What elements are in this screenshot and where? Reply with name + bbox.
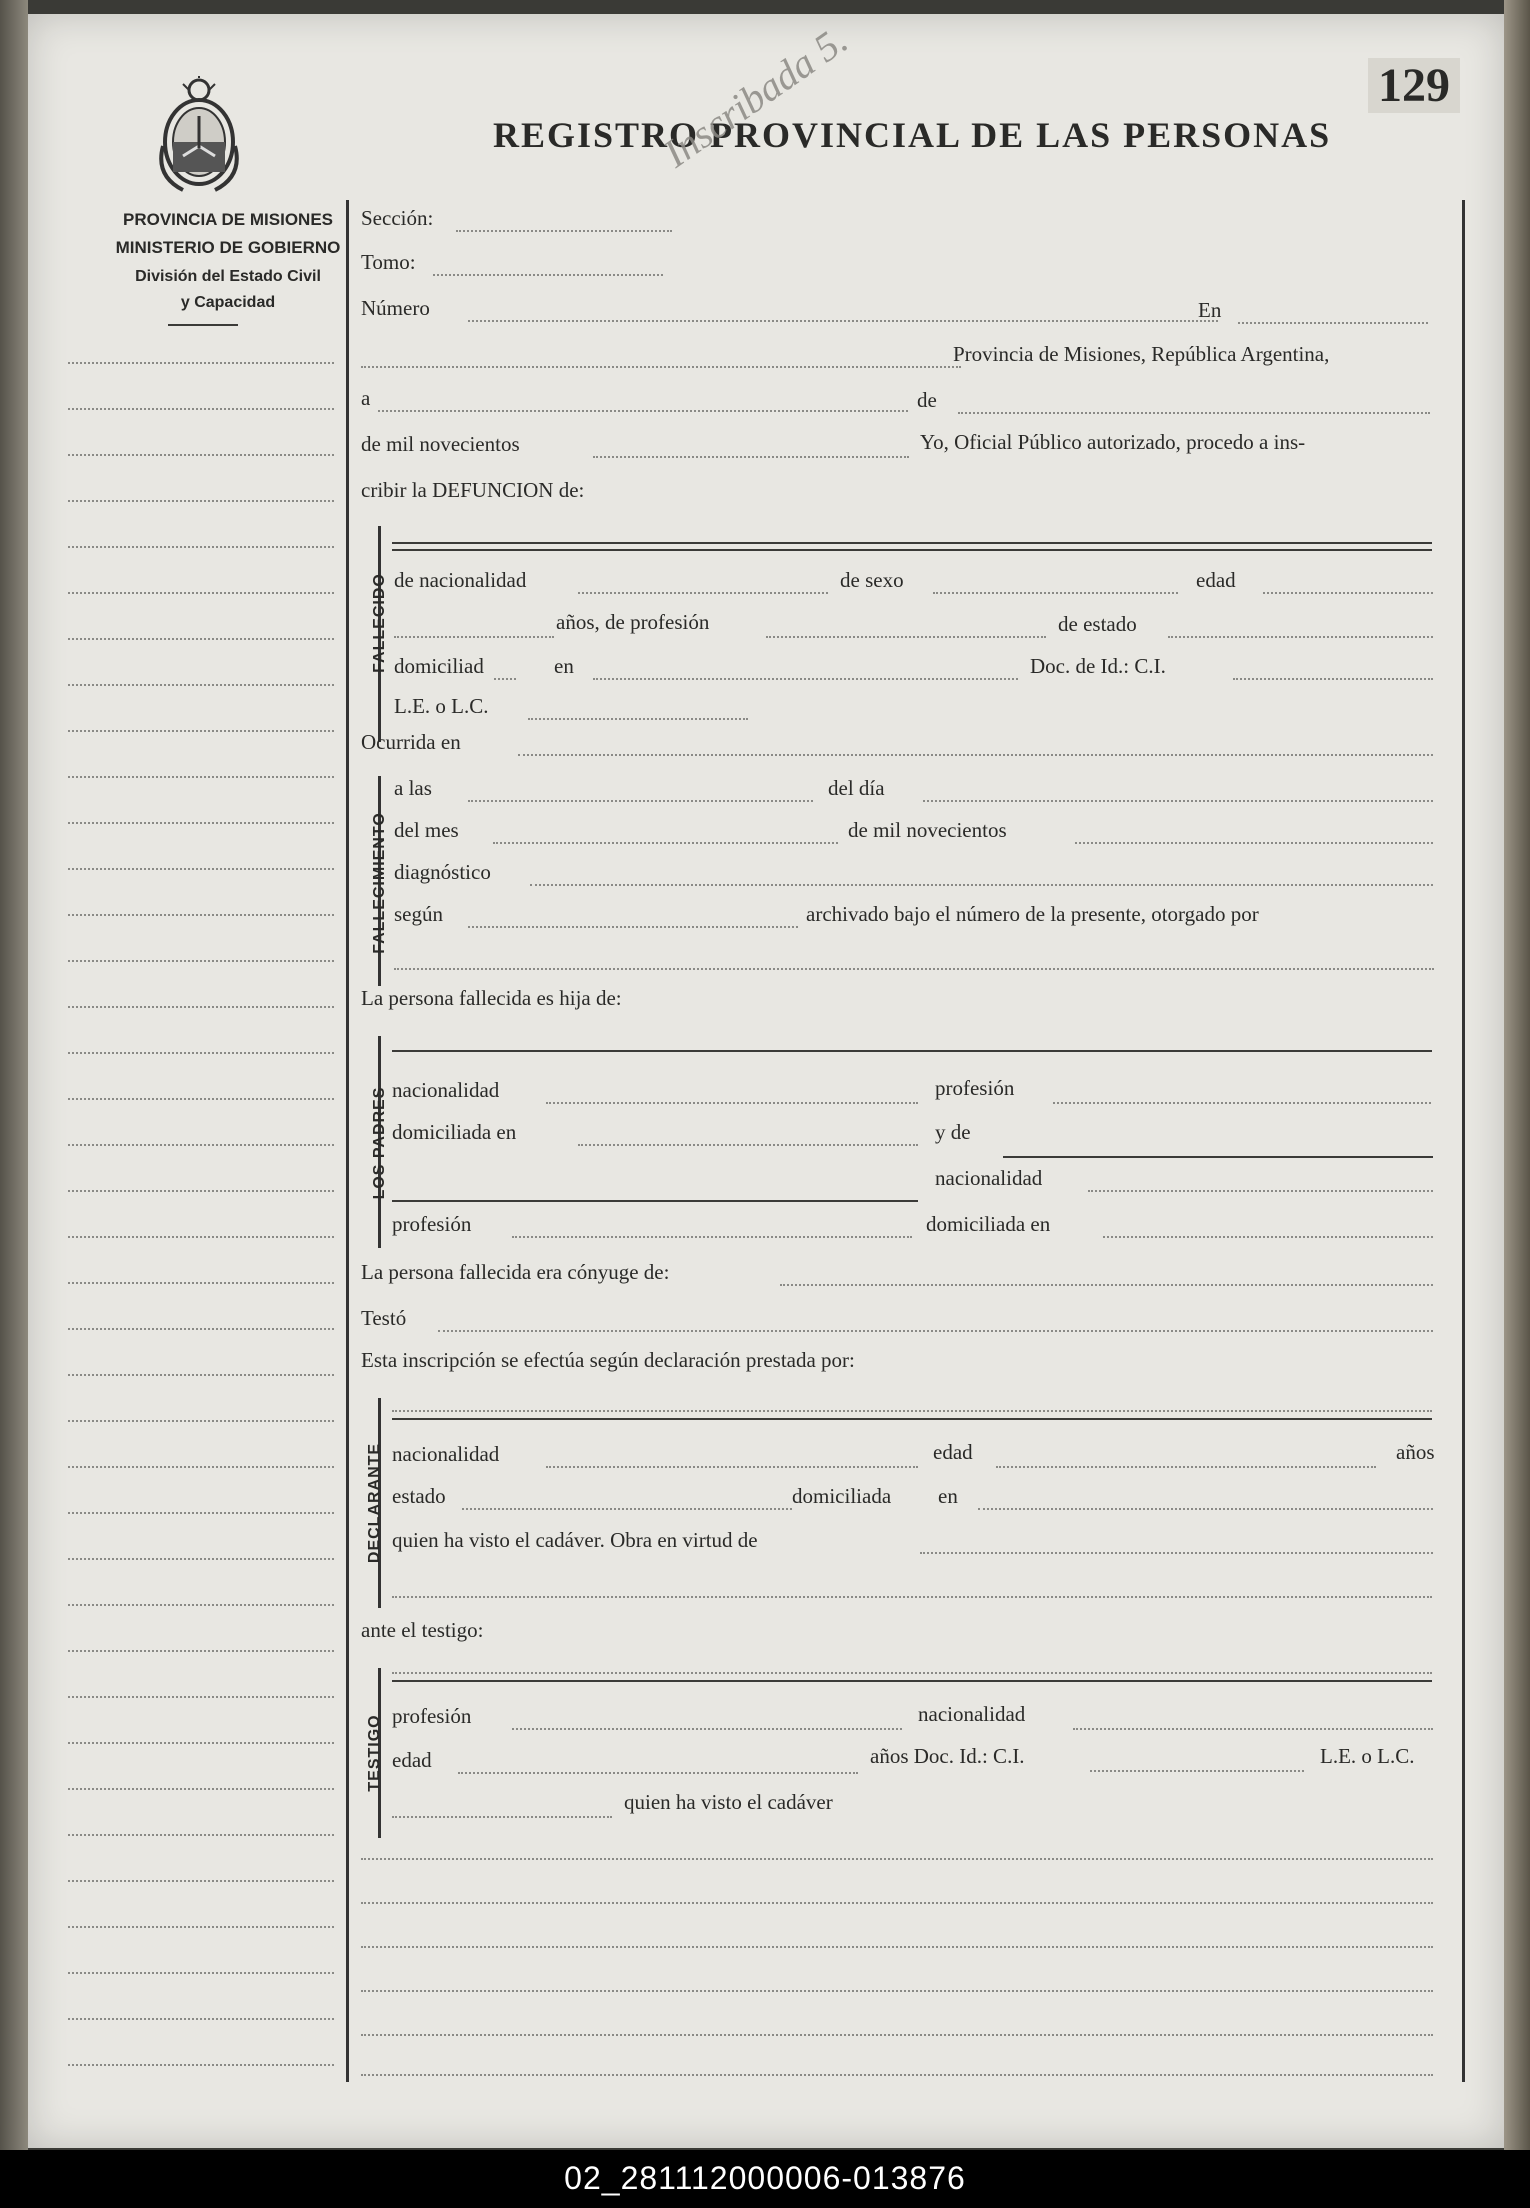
label-y-de: y de: [935, 1120, 971, 1144]
page-number: 129: [1368, 58, 1460, 113]
label-edad-declarante: edad: [933, 1440, 973, 1464]
office-ministry: MINISTERIO DE GOBIERNO: [115, 238, 341, 257]
label-en-declarante: en: [938, 1484, 958, 1508]
coat-of-arms-icon: [153, 76, 245, 196]
field-nombre-declarante[interactable]: [392, 1418, 1432, 1420]
label-edad-fallecido: edad: [1196, 568, 1236, 592]
field-nacionalidad-padre[interactable]: [546, 1102, 918, 1104]
field-hora[interactable]: [468, 800, 813, 802]
label-le-lc-testigo: L.E. o L.C.: [1320, 1744, 1415, 1768]
label-anos-doc-testigo: años Doc. Id.: C.I.: [870, 1744, 1025, 1768]
label-archivado: archivado bajo el número de la presente, otorgado por: [806, 902, 1259, 926]
label-inscribir: cribir la DEFUNCION de:: [361, 478, 585, 502]
label-domiciliada-declarante: domiciliada: [792, 1484, 892, 1508]
field-profesion-madre[interactable]: [512, 1236, 912, 1238]
label-nacionalidad-madre: nacionalidad: [935, 1166, 1043, 1190]
label-domiciliad: domiciliad: [394, 654, 484, 678]
field-domicilio-declarante[interactable]: [978, 1508, 1433, 1510]
label-en: En: [1198, 298, 1222, 322]
field-doc-ci[interactable]: [1233, 678, 1433, 680]
field-nacionalidad-madre[interactable]: [1088, 1190, 1433, 1192]
label-anos-declarante: años: [1396, 1440, 1435, 1464]
page-title: REGISTRO PROVINCIAL DE LAS PERSONAS: [493, 115, 1332, 155]
field-nombre-madre[interactable]: [1003, 1156, 1433, 1158]
label-profesion-padre: profesión: [935, 1076, 1015, 1100]
field-domicilio-fallecido[interactable]: [593, 678, 1018, 680]
section-label-declarante: DECLARANTE: [366, 1442, 383, 1564]
label-a: a: [361, 386, 371, 410]
section-label-padres: LOS PADRES: [371, 1086, 388, 1200]
field-estado-fallecido[interactable]: [1168, 636, 1433, 638]
field-lugar-ocurrida[interactable]: [518, 754, 1433, 756]
label-le-lc-fallecido: L.E. o L.C.: [394, 694, 489, 718]
label-de-mil: de mil novecientos: [361, 432, 520, 456]
label-ocurrida: Ocurrida en: [361, 730, 461, 754]
handwritten-annotation: Inscribada 5.: [655, 16, 856, 176]
section-label-fallecimiento: FALLECIMIENTO: [371, 812, 388, 954]
label-hija-de: La persona fallecida es hija de:: [361, 986, 622, 1010]
field-ci-testigo[interactable]: [1090, 1770, 1304, 1772]
office-capacity: y Capacidad: [180, 294, 276, 311]
field-profesion-fallecido[interactable]: [766, 636, 1046, 638]
field-en[interactable]: [1238, 322, 1428, 324]
field-nacionalidad-fallecido[interactable]: [578, 592, 828, 594]
field-sexo[interactable]: [933, 592, 1178, 594]
field-otorgado-por[interactable]: [394, 968, 1434, 970]
field-tomo[interactable]: [433, 274, 663, 276]
field-localidad[interactable]: [361, 366, 961, 368]
field-anio-fallecimiento[interactable]: [1075, 842, 1433, 844]
field-obra-virtud[interactable]: [920, 1552, 1433, 1554]
field-mes-inscripcion[interactable]: [958, 412, 1430, 414]
field-mes-fallecimiento[interactable]: [493, 842, 838, 844]
label-a-las: a las: [394, 776, 432, 800]
label-diagnostico: diagnóstico: [394, 860, 491, 884]
label-nacionalidad-padre: nacionalidad: [392, 1078, 500, 1102]
field-edad-testigo[interactable]: [458, 1772, 858, 1774]
field-domicilio-padre[interactable]: [578, 1144, 918, 1146]
label-seccion: Sección:: [361, 206, 434, 230]
field-dia-inscripcion[interactable]: [378, 410, 908, 412]
register-page: [28, 14, 1504, 2148]
file-id: 02_281112000006-013876: [564, 2160, 966, 2196]
field-testo[interactable]: [438, 1330, 1433, 1332]
field-domicilio-madre[interactable]: [1103, 1236, 1433, 1238]
field-seccion[interactable]: [456, 230, 672, 232]
label-nacionalidad-fallecido: de nacionalidad: [394, 568, 527, 592]
field-nombre-padre[interactable]: [392, 1050, 1432, 1052]
field-nacionalidad-declarante[interactable]: [546, 1466, 918, 1468]
label-tomo: Tomo:: [361, 250, 416, 274]
main-left-rule: [346, 200, 349, 2082]
section-label-testigo: TESTIGO: [366, 1714, 383, 1792]
office-division: División del Estado Civil: [135, 268, 321, 285]
label-domiciliada-padre: domiciliada en: [392, 1120, 517, 1144]
label-doc-id: Doc. de Id.: C.I.: [1030, 654, 1166, 678]
label-nacionalidad-declarante: nacionalidad: [392, 1442, 500, 1466]
field-anio-inscripcion[interactable]: [593, 456, 909, 458]
book-spine-left: [0, 0, 28, 2150]
field-profesion-padre[interactable]: [1053, 1102, 1431, 1104]
field-edad-fallecido[interactable]: [1263, 592, 1433, 594]
label-sexo: de sexo: [840, 568, 904, 592]
label-quien-visto-testigo: quien ha visto el cadáver: [624, 1790, 833, 1814]
label-estado-declarante: estado: [392, 1484, 446, 1508]
label-del-dia: del día: [828, 776, 885, 800]
office-underline: [168, 324, 238, 326]
main-right-rule: [1462, 200, 1465, 2082]
field-numero[interactable]: [468, 320, 1218, 322]
section-label-fallecido: FALLECIDO: [371, 573, 388, 673]
field-le-lc-testigo[interactable]: [392, 1816, 612, 1818]
label-del-mes: del mes: [394, 818, 459, 842]
field-profesion-testigo[interactable]: [512, 1728, 902, 1730]
label-testo: Testó: [361, 1306, 407, 1330]
label-de-mil-fallecimiento: de mil novecientos: [848, 818, 1007, 842]
label-profesion-madre: profesión: [392, 1212, 472, 1236]
label-estado-fallecido: de estado: [1058, 612, 1137, 636]
label-edad-testigo: edad: [392, 1748, 432, 1772]
field-nacionalidad-testigo[interactable]: [1073, 1728, 1433, 1730]
field-diagnostico[interactable]: [530, 884, 1433, 886]
field-nombre-fallecido[interactable]: [392, 542, 1432, 544]
label-yo-oficial: Yo, Oficial Público autorizado, procedo a ins-: [920, 430, 1306, 454]
field-segun[interactable]: [468, 926, 798, 928]
label-ante-testigo: ante el testigo:: [361, 1618, 484, 1642]
field-dia-fallecimiento[interactable]: [923, 800, 1433, 802]
field-anos-fallecido[interactable]: [394, 636, 554, 638]
label-domiciliada-madre: domiciliada en: [926, 1212, 1051, 1236]
book-spine-right: [1504, 0, 1530, 2150]
label-profesion-testigo: profesión: [392, 1704, 472, 1728]
field-edad-declarante[interactable]: [996, 1466, 1376, 1468]
field-estado-declarante[interactable]: [462, 1508, 792, 1510]
label-de: de: [917, 388, 937, 412]
label-declaracion: Esta inscripción se efectúa según declaración prestada por:: [361, 1348, 855, 1372]
field-conyuge[interactable]: [780, 1284, 1433, 1286]
label-anos-profesion: años, de profesión: [556, 610, 710, 634]
label-provincia: Provincia de Misiones, República Argentina,: [953, 342, 1330, 366]
label-conyuge: La persona fallecida era cónyuge de:: [361, 1260, 670, 1284]
label-numero: Número: [361, 296, 430, 320]
label-quien-visto-declarante: quien ha visto el cadáver. Obra en virtud de: [392, 1528, 758, 1552]
label-en-domicilio: en: [554, 654, 574, 678]
office-province: PROVINCIA DE MISIONES: [122, 210, 333, 229]
label-nacionalidad-testigo: nacionalidad: [918, 1702, 1026, 1726]
field-nombre-testigo[interactable]: [392, 1680, 1432, 1682]
field-le-lc-fallecido[interactable]: [528, 718, 748, 720]
label-segun: según: [394, 902, 443, 926]
